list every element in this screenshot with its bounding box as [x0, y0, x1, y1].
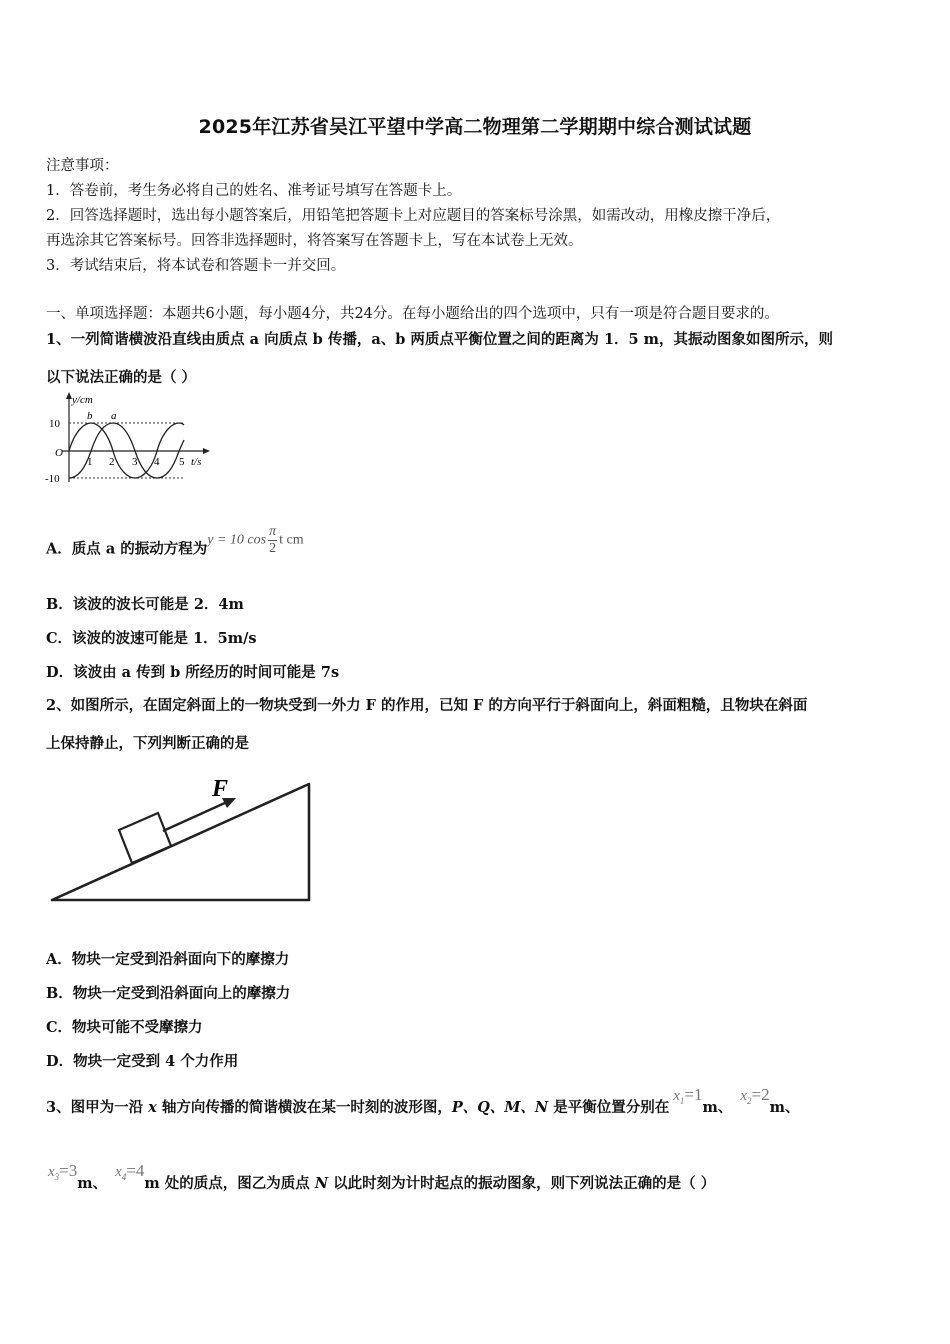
notice-item-1: 1．答卷前，考生务必将自己的姓名、准考证号填写在答题卡上。 — [46, 183, 462, 199]
q2-option-d-key: D． — [46, 1053, 74, 1070]
q2-option-c — [46, 1016, 203, 1037]
q3-stem-line1 — [46, 1085, 800, 1118]
q1-option-d — [46, 661, 339, 682]
x2-val: =2 — [751, 1085, 770, 1104]
q3-point-n: N — [314, 1175, 329, 1192]
q3-x4 — [115, 1161, 144, 1182]
notice-item-3: 3．考试结束后，将本试卷和答题卡一并交回。 — [46, 258, 346, 274]
x-tick-3: 3 — [132, 456, 138, 468]
notice-item-2-cont: 再选涂其它答案标号。回答非选择题时，将答案写在答题卡上，写在本试卷上无效。 — [46, 233, 583, 249]
q3-x-axis-var: x — [148, 1099, 157, 1116]
q2-option-a — [46, 948, 289, 969]
q3-text-a: 3、图甲为一沿 — [46, 1099, 149, 1116]
x3-val: =3 — [59, 1161, 78, 1180]
formula-denominator: 2 — [269, 541, 277, 556]
block — [119, 813, 171, 863]
q1-option-c-text: 该波的波速可能是 1．5m/s — [72, 630, 257, 647]
q1-option-b-text: 该波的波长可能是 2．4m — [72, 596, 244, 613]
q2-option-d-text: 物块一定受到 4 个力作用 — [73, 1053, 239, 1070]
q3-x1 — [673, 1085, 702, 1106]
q2-option-a-key: A． — [46, 951, 72, 968]
q3-points: P、Q、M、N — [451, 1099, 549, 1116]
page-title: 2025年江苏省吴江平望中学高二物理第二学期期中综合测试试题 — [198, 116, 752, 138]
force-label: F — [212, 776, 229, 802]
q1-option-a-text: 质点 a 的振动方程为 — [71, 540, 208, 558]
x3-sub: 3 — [54, 1172, 60, 1182]
q2-stem-line2: 上保持静止，下列判断正确的是 — [46, 735, 249, 752]
q2-option-c-key: C． — [46, 1019, 73, 1036]
q1-option-a-key: A． — [46, 540, 72, 558]
q1-option-b-key: B． — [46, 596, 73, 613]
x-axis-arrow — [203, 448, 210, 454]
y-tick-neg10: -10 — [45, 473, 60, 485]
y-axis-label: y/cm — [72, 394, 93, 406]
q1-stem-line2: 以下说法正确的是（ ） — [46, 369, 197, 386]
x-tick-1: 1 — [87, 456, 93, 468]
q2-incline-figure — [44, 770, 319, 910]
origin-label: O — [55, 447, 63, 459]
y-tick-10: 10 — [49, 418, 60, 430]
q1-option-c-key: C． — [46, 630, 73, 647]
q1-option-c — [46, 627, 257, 648]
notice-heading: 注意事项： — [46, 158, 119, 174]
q1-option-b — [46, 593, 244, 614]
notice-item-2: 2．回答选择题时，选出每小题答案后，用铅笔把答题卡上对应题目的答案标号涂黑，如需改动，用橡皮擦干净后， — [46, 208, 781, 224]
q3-stem-line2 — [46, 1161, 716, 1194]
curve-label-a: a — [111, 410, 117, 422]
q3-text-e: 以此时刻为计时起点的振动图象，则下列说法正确的是（ ） — [328, 1175, 716, 1192]
formula-rhs: t cm — [279, 532, 304, 548]
x2-sub: 2 — [747, 1096, 752, 1106]
x4-var: x — [115, 1164, 122, 1180]
x1-var: x — [673, 1088, 680, 1104]
x4-val: =4 — [126, 1161, 145, 1180]
formula-fraction — [268, 524, 277, 557]
q1-option-a-formula — [207, 524, 303, 557]
incline-triangle — [52, 784, 309, 900]
q1-stem-line1: 1、一列简谐横波沿直线由质点 a 向质点 b 传播，a、b 两质点平衡位置之间的距离为 1．5 m，其振动图象如图所示，则 — [46, 331, 834, 348]
x3-var: x — [48, 1164, 55, 1180]
q1-option-a — [46, 524, 304, 566]
q2-option-b-text: 物块一定受到沿斜面向上的摩擦力 — [72, 985, 291, 1002]
q3-x3 — [48, 1161, 77, 1182]
q1-option-d-key: D． — [46, 664, 74, 681]
q3-text-c: 是平衡位置分别在 — [548, 1099, 670, 1116]
q1-vibration-graph — [40, 390, 220, 490]
q2-option-b-key: B． — [46, 985, 73, 1002]
q3-text-b: 轴方向传播的简谐横波在某一时刻的波形图， — [156, 1099, 452, 1116]
q1-option-d-text: 该波由 a 传到 b 所经历的时间可能是 7s — [73, 664, 340, 681]
curve-label-b: b — [87, 410, 93, 422]
q2-option-a-text: 物块一定受到沿斜面向下的摩擦力 — [71, 951, 290, 968]
formula-numerator: π — [269, 524, 277, 539]
q2-option-b — [46, 982, 290, 1003]
x4-sub: 4 — [121, 1172, 127, 1182]
x-axis-label: t/s — [191, 456, 202, 468]
x1-sub: 1 — [679, 1096, 685, 1106]
x1-val: =1 — [684, 1085, 703, 1104]
x-tick-2: 2 — [109, 456, 115, 468]
section-heading: 一、单项选择题：本题共6小题，每小题4分，共24分。在每小题给出的四个选项中，只有一项是符合题目要求的。 — [46, 306, 779, 322]
q2-stem-line1: 2、如图所示，在固定斜面上的一物块受到一外力 F 的作用，已知 F 的方向平行于斜面向上，斜面粗糙，且物块在斜面 — [46, 697, 808, 714]
x2-var: x — [740, 1088, 748, 1104]
q2-option-d — [46, 1050, 238, 1071]
x-tick-5: 5 — [179, 456, 185, 468]
q2-option-c-text: 物块可能不受摩擦力 — [72, 1019, 203, 1036]
q3-text-d: m 处的质点，图乙为质点 — [144, 1175, 315, 1192]
q3-x2 — [740, 1085, 769, 1106]
q3-unit-2: m、 — [769, 1099, 800, 1116]
formula-lhs: y = 10 cos — [207, 532, 267, 548]
q3-unit-3: m、 — [77, 1175, 108, 1192]
q3-unit-1: m、 — [702, 1099, 733, 1116]
x-tick-4: 4 — [154, 456, 160, 468]
